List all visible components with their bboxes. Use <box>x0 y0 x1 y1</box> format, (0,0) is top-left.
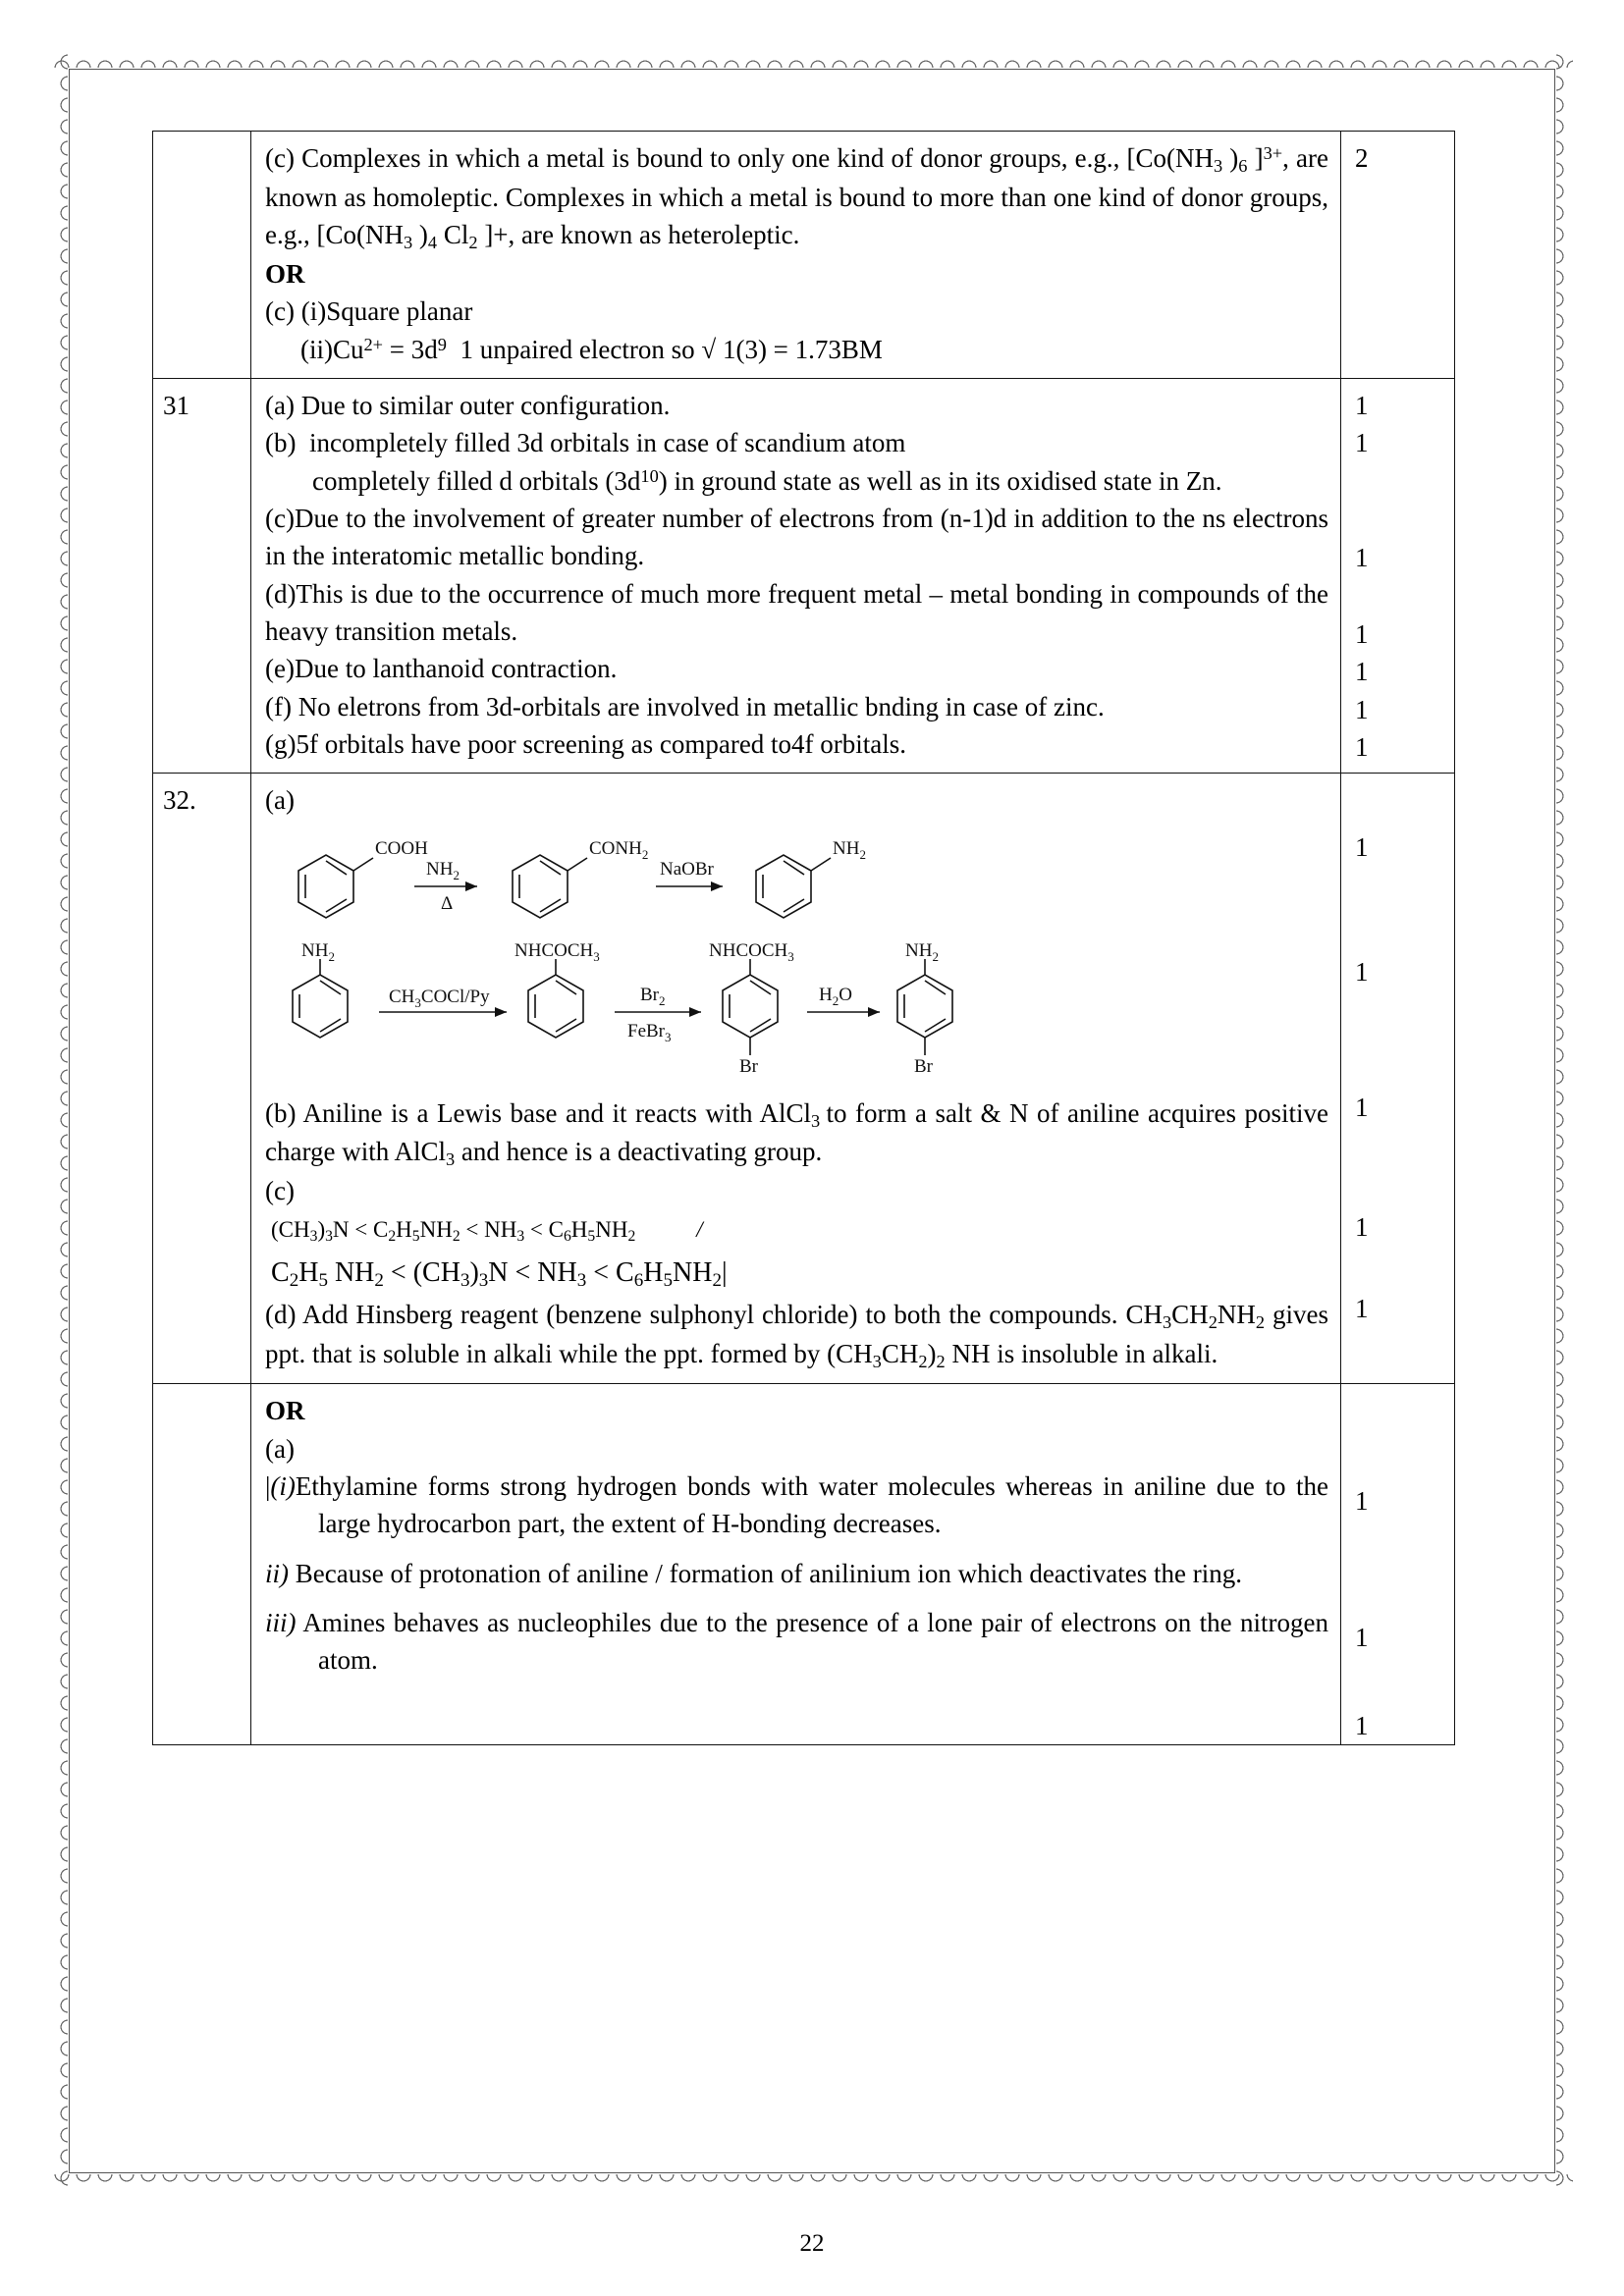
scheme1-reagent-nh3: $NH_2$ <box>426 858 460 882</box>
page-number: 22 <box>799 2230 825 2257</box>
border-scallop-right <box>1556 51 1573 2191</box>
answer-text-i: |(i)Ethylamine forms strong hydrogen bonds with water molecules whereas in aniline due to the large hydrocarbon part, the extent of H-bonding decreases. <box>265 1471 1328 1539</box>
scheme2-substituent-br-1: Br <box>739 1055 758 1077</box>
answer-text-b: (b) incompletely filled 3d orbitals in case of scandium atom <box>265 428 906 458</box>
reaction-scheme-1 <box>269 826 1328 941</box>
mark-value: 1 <box>1355 657 1369 687</box>
or-label: OR <box>265 1396 305 1426</box>
marking-scheme-table <box>152 131 1455 1745</box>
answer-text-iii: iii) Amines behaves as nucleophiles due to the presence of a lone pair of electrons on the nitrogen atom. <box>265 1608 1328 1676</box>
mark-value: 1 <box>1355 618 1369 649</box>
question-number: 31 <box>163 390 189 420</box>
answer-order-separator: / <box>696 1216 703 1242</box>
mark-value: 1 <box>1355 1092 1369 1122</box>
mark-value: 1 <box>1355 1212 1369 1243</box>
scheme1-label-nh2: $NH_2$ <box>833 837 866 862</box>
border-scallop-top <box>51 51 1573 68</box>
reaction-scheme-1-svg <box>269 826 947 941</box>
scheme2-label-nhcoch3-br: $NHCOCH_3$ <box>709 942 794 964</box>
scheme2-reagent-febr3: FeBr$_3$ <box>627 1020 672 1044</box>
mark-value: 2 <box>1355 143 1369 173</box>
scheme2-substituent-br-2: Br <box>914 1055 933 1077</box>
answer-body-cell <box>251 1384 1341 1745</box>
mark-value: 1 <box>1355 694 1369 724</box>
answer-text-c: (c)Due to the involvement of greater number of electrons from (n-1)d in addition to the ns electrons in the interatomic metallic bonding. <box>265 503 1328 571</box>
question-number-cell <box>153 774 251 1384</box>
marks-cell <box>1341 132 1455 379</box>
or-label: OR <box>265 258 305 289</box>
answer-text-c-label: (c) <box>265 1176 295 1206</box>
mark-value: 1 <box>1355 1622 1369 1652</box>
answer-text-b-cont: completely filled d orbitals $(3d^{10})$ in ground state as well as in its oxidised state in Zn. <box>312 465 1222 496</box>
answer-basicity-order-2: $C_2H_5$ $NH_2 < (CH_3)_3N < NH_3 < C_6H_5NH_2|$ <box>271 1256 728 1291</box>
mark-value: 1 <box>1355 542 1369 572</box>
answer-text-a-label: (a) <box>265 785 295 816</box>
mark-value: 1 <box>1355 390 1369 420</box>
scheme1-reagent-delta: Δ <box>441 892 454 914</box>
answer-text-c-ii: $(ii)Cu^{2+} = 3d^9$ 1 unpaired electron so √ 1(3) = 1.73BM <box>300 334 883 364</box>
border-scallop-bottom <box>51 2174 1573 2191</box>
answer-text-f: (f) No eletrons from 3d-orbitals are involved in metallic bnding in case of zinc. <box>265 691 1105 721</box>
scheme2-reagent-h2o: $H_2O$ <box>819 984 852 1008</box>
answer-text-c-i: (c) (i)Square planar <box>265 296 473 327</box>
answer-text-a-label: (a) <box>265 1433 295 1464</box>
answer-text-a: (a) Due to similar outer configuration. <box>265 390 671 420</box>
answer-body-cell <box>251 774 1341 1384</box>
table-row <box>153 774 1455 1384</box>
question-number <box>153 1384 250 1392</box>
scheme2-label-nh2: $NH_2$ <box>301 942 335 964</box>
scheme1-label-cooh: COOH <box>375 837 428 859</box>
mark-value: 1 <box>1355 956 1369 987</box>
answer-text-e: (e)Due to lanthanoid contraction. <box>265 654 618 684</box>
mark-value: 1 <box>1355 731 1369 762</box>
scheme1-label-conh2: $CONH_2$ <box>589 837 649 862</box>
reaction-scheme-2 <box>269 943 1328 1091</box>
question-number <box>153 132 250 139</box>
answer-text-d: (d) Add Hinsberg reagent (benzene sulphonyl chloride) to both the compounds. $CH_3CH_2NH_2$ gives ppt. that is soluble in alkali while the ppt. formed by $(CH_3CH_2)_2$ NH is insoluble in alkali. <box>265 1299 1329 1371</box>
table-row <box>153 1384 1455 1745</box>
answer-body-cell <box>251 378 1341 773</box>
reaction-scheme-2-svg <box>269 943 956 1091</box>
scheme2-label-nhcoch3: $NHCOCH_3$ <box>514 942 600 964</box>
answer-basicity-order-1: $(CH_3)_3N < C_2H_5NH_2 < NH_3 < C_6H_5NH_2$ / <box>271 1214 1328 1248</box>
table-row <box>153 132 1455 379</box>
question-number-cell <box>153 132 251 379</box>
marks-cell <box>1341 1384 1455 1745</box>
scheme2-label-nh2-br: $NH_2$ <box>905 942 939 964</box>
marks-cell <box>1341 774 1455 1384</box>
question-number-cell <box>153 1384 251 1745</box>
mark-value: 1 <box>1355 832 1369 863</box>
scheme2-reagent-ch3cocl-py: $CH_3COCl/Py$ <box>389 986 490 1010</box>
question-number: 32. <box>163 785 196 816</box>
border-scallop-left <box>51 51 68 2191</box>
marks-cell <box>1341 378 1455 773</box>
scheme2-reagent-br2: $Br_2$ <box>640 984 666 1008</box>
answer-text-ii: ii) Because of protonation of aniline / formation of anilinium ion which deactivates the ring. <box>265 1558 1242 1588</box>
table-row <box>153 378 1455 773</box>
scheme1-reagent-naobr: NaOBr <box>660 858 714 880</box>
question-number-cell <box>153 378 251 773</box>
mark-value: 1 <box>1355 1711 1369 1741</box>
answer-text-d: (d)This is due to the occurrence of much more frequent metal – metal bonding in compounds of the heavy transition metals. <box>265 578 1328 646</box>
mark-value: 1 <box>1355 1293 1369 1323</box>
answer-text-g: (g)5f orbitals have poor screening as compared to4f orbitals. <box>265 728 907 759</box>
answer-text-b: (b) Aniline is a Lewis base and it reacts with AlCl$_3$ to form a salt & N of aniline acquires positive charge with AlCl$_3$ and hence is a deactivating group. <box>265 1097 1328 1170</box>
answer-body-cell <box>251 132 1341 379</box>
mark-value: 1 <box>1355 428 1369 458</box>
answer-text-c: (c) Complexes in which a metal is bound to only one kind of donor groups, e.g., [$Co(NH_3$ )$_6$ ]$^{3+}$, are known as homoleptic. Complexes in which a metal is bound to more than one kind of donor groups, e.g., [$Co(NH_3$ )$_4$ $Cl_2$ ]+, are known as heteroleptic. <box>265 142 1328 252</box>
mark-value: 1 <box>1355 1486 1369 1517</box>
